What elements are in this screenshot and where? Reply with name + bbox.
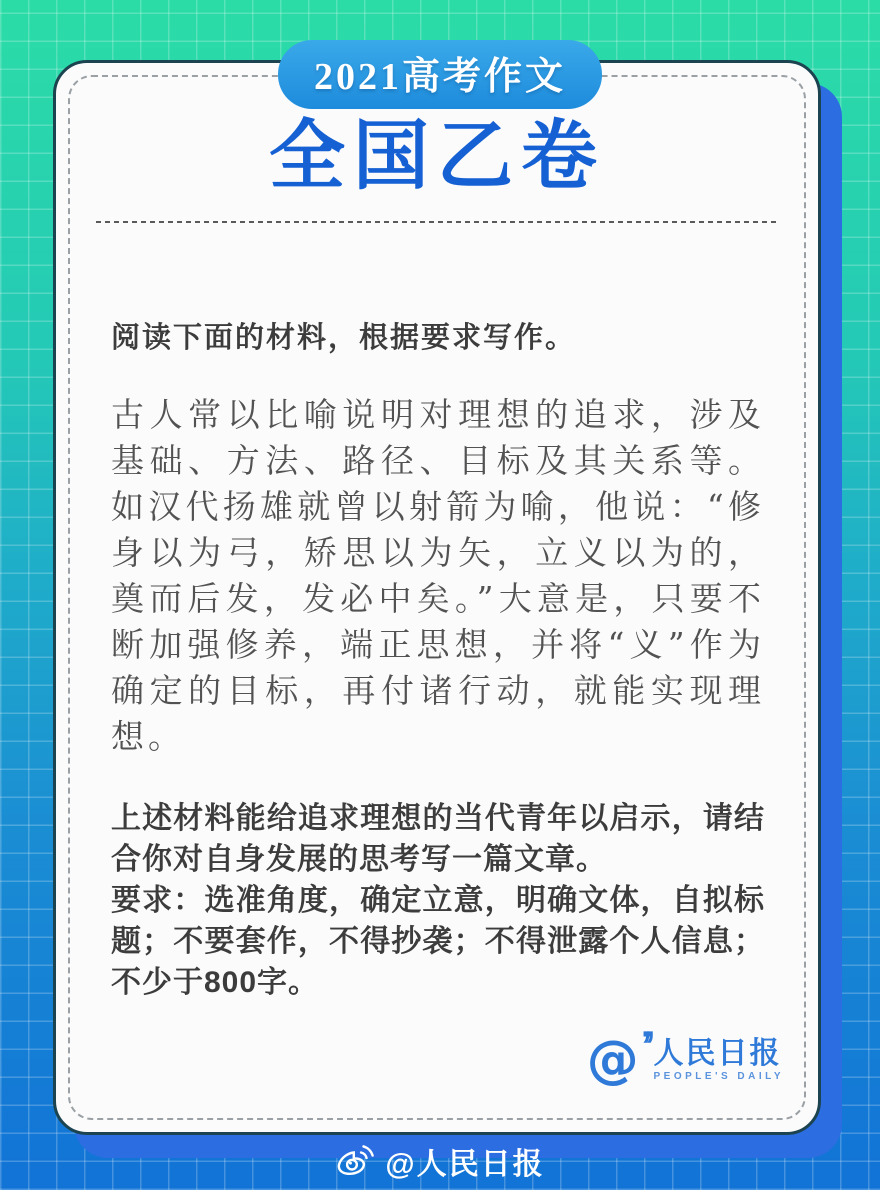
essay-task-block [111,798,765,1003]
essay-task: 上述材料能给追求理想的当代青年以启示，请结合你对自身发展的思考写一篇文章。 [111,802,765,876]
peoples-daily-logo-text [653,1036,784,1082]
exam-card [53,60,821,1135]
essay-requirements: 要求：选准角度，确定立意，明确文体，自拟标题；不要套作，不得抄袭；不得泄露个人信息；不少于800字。 [111,884,765,999]
quote-marks-icon: ’’ [640,1024,650,1068]
logo-zh-label: 人民日报 [653,1036,782,1070]
year-badge-label: 2021高考作文 [313,56,567,98]
year-badge [278,40,602,109]
peoples-daily-logo [586,1024,784,1090]
logo-en-label: PEOPLE'S DAILY [653,1070,784,1082]
watermark-handle: @人民日报 [385,1148,545,1181]
essay-intro: 阅读下面的材料，根据要求写作。 [111,322,577,354]
essay-material: 古人常以比喻说明对理想的追求，涉及基础、方法、路径、目标及其关系等。如汉代扬雄就曾以射箭为喻，他说：“修身以为弓，矫思以为矢，立义以为的，奠而后发，发必中矣。”大意是，只要不断加强修养，端正思想，并将“义”作为确定的目标，再付诸行动，就能实现理想。 [111,395,765,756]
weibo-watermark [0,1138,880,1184]
at-icon: @ [586,1030,639,1090]
weibo-icon [335,1144,375,1178]
dashed-divider [96,221,778,223]
page-title: 全国乙卷 [269,115,605,199]
